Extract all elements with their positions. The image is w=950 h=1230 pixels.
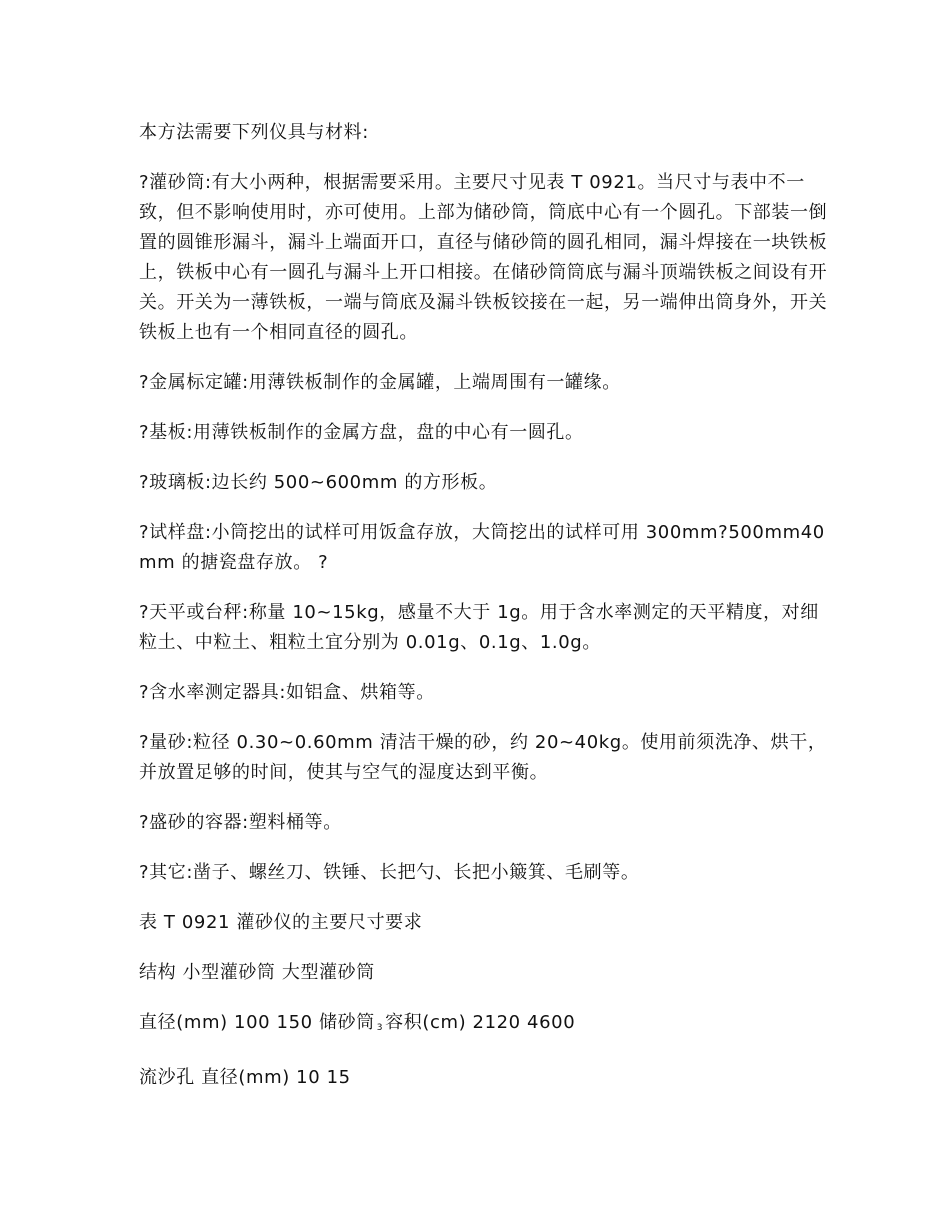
- table-row-orifice: 流沙孔 直径(mm) 10 15: [139, 1067, 351, 1088]
- intro-text: 本方法需要下列仪具与材料:: [139, 122, 369, 143]
- item-base-plate: ?基板:用薄铁板制作的金属方盘，盘的中心有一圆孔。: [139, 422, 584, 443]
- item-moisture-tools: ?含水率测定器具:如铝盒、烘箱等。: [139, 682, 435, 703]
- table-row-diameter: [139, 1008, 829, 1043]
- item-glass-plate: ?玻璃板:边长约 500~600mm 的方形板。: [139, 472, 498, 493]
- table-row-diameter-superscript: 3: [376, 1023, 384, 1033]
- item-sand: ?量砂:粒径 0.30~0.60mm 清洁干燥的砂，约 20~40kg。使用前须洗净、烘干，并放置足够的时间，使其与空气的湿度达到平衡。: [139, 732, 827, 783]
- item-balance: ?天平或台秤:称量 10~15kg，感量不大于 1g。用于含水率测定的天平精度，对细粒土、中粒土、粗粒土宜分别为 0.01g、0.1g、1.0g。: [139, 602, 819, 653]
- document-body: [139, 118, 829, 1113]
- item-sand-container: ?盛砂的容器:塑料桶等。: [139, 812, 342, 833]
- table-row-diameter-text-2: 容积(cm) 2120 4600: [385, 1012, 576, 1033]
- item-sample-tray: ?试样盘:小筒挖出的试样可用饭盒存放，大筒挖出的试样可用 300mm?500mm40mm 的搪瓷盘存放。 ?: [139, 522, 825, 573]
- table-row-diameter-text-1: 直径(mm) 100 150 储砂筒: [139, 1012, 375, 1033]
- table-title: 表 T 0921 灌砂仪的主要尺寸要求: [139, 912, 423, 933]
- item-sand-cylinder: ?灌砂筒:有大小两种，根据需要采用。主要尺寸见表 T 0921。当尺寸与表中不一致，但不影响使用时，亦可使用。上部为储砂筒，筒底中心有一个圆孔。下部装一倒置的圆锥形漏斗，漏斗上端面开口，直径与储砂筒的圆孔相同，漏斗焊接在一块铁板上，铁板中心有一圆孔与漏斗上开口相接。在储砂筒筒底与漏斗顶端铁板之间设有开关。开关为一薄铁板，一端与筒底及漏斗铁板铰接在一起，另一端伸出筒身外，开关铁板上也有一个相同直径的圆孔。: [139, 172, 828, 343]
- table-header-row: 结构 小型灌砂筒 大型灌砂筒: [139, 962, 375, 983]
- item-metal-can: ?金属标定罐:用薄铁板制作的金属罐，上端周围有一罐缘。: [139, 372, 621, 393]
- item-others: ?其它:凿子、螺丝刀、铁锤、长把勺、长把小簸箕、毛刷等。: [139, 862, 640, 883]
